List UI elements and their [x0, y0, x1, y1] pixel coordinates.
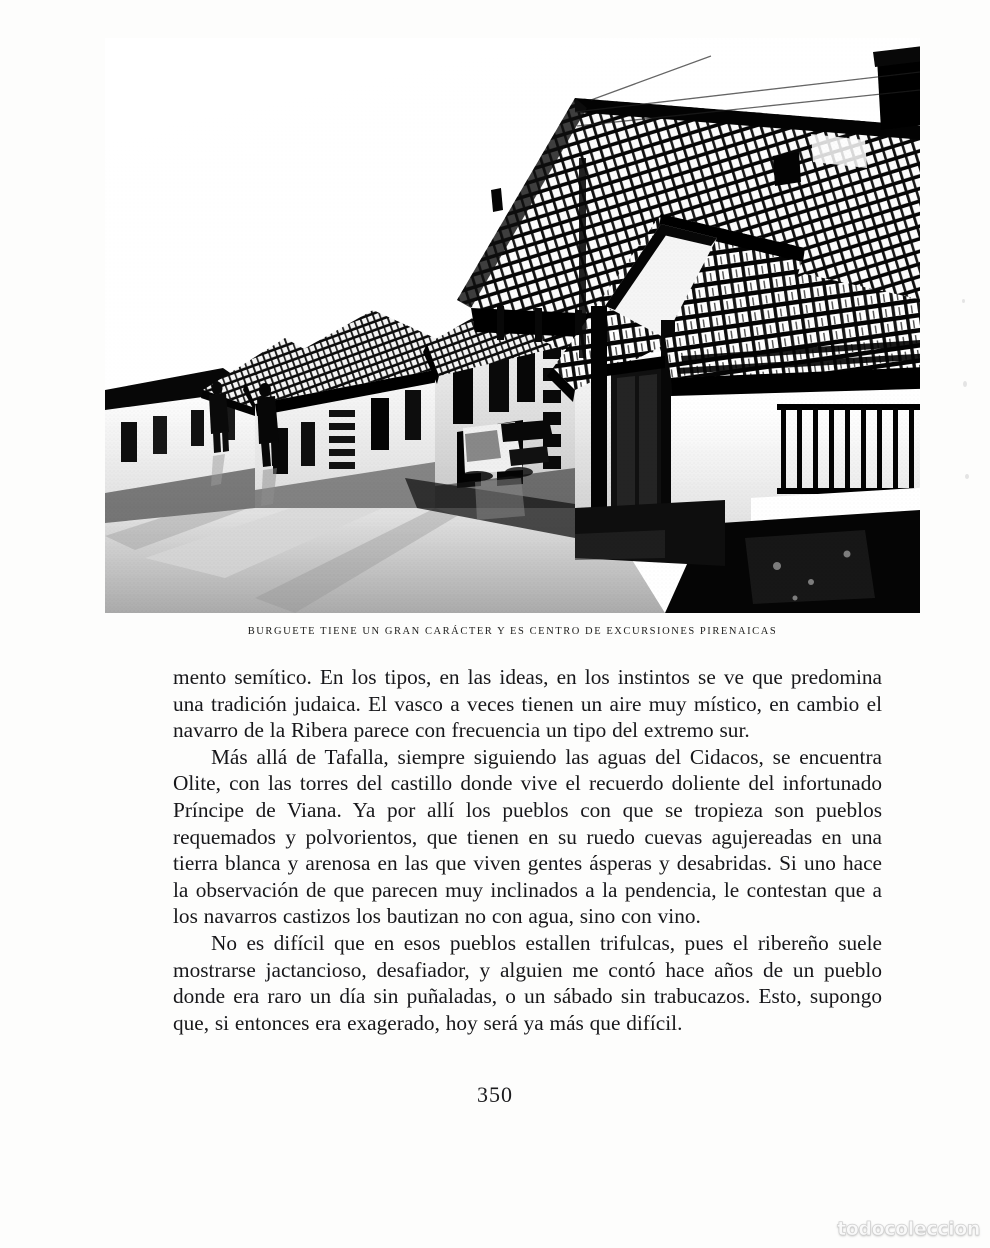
page-number: 350	[477, 1082, 513, 1107]
todocoleccion-watermark: todocoleccion	[837, 1218, 980, 1240]
scan-speck	[965, 474, 969, 479]
paragraph: Más allá de Tafalla, siempre siguiendo las aguas del Cidacos, se encuentra Olite, con las torres del castillo donde vive el recuerdo doliente del infortunado Príncipe de Viana. Ya por allí los pueblos con que se tropieza son pueblos requemados y polvorientos, que tienen en su ruedo cuevas agujereadas en una tierra blanca y arenosa en las que viven gentes ásperas y desabridas. Si uno hace la observación de que parecen muy inclinados a la pendencia, le contestan que a los navarros castizos los bautizan no con agua, sino con vino.	[173, 744, 882, 929]
paragraph: No es difícil que en esos pueblos estallen trifulcas, pues el ribereño suele mostrarse jactancioso, desafiador, y alguien me contó hace años de un pueblo donde era raro un día sin puñaladas, o un sábado sin trabucazos. Esto, supongo que, si entonces era exagerado, hoy será ya más que difícil.	[173, 930, 882, 1035]
figure-caption: BURGUETE TIENE UN GRAN CARÁCTER Y ES CENTRO DE EXCURSIONES PIRENAICAS	[247, 626, 778, 637]
scan-speck	[962, 299, 965, 303]
photograph-artwork	[105, 38, 920, 613]
paragraph: mento semítico. En los tipos, en las ideas, en los instintos se ve que predomina una tradición judaica. El vasco a veces tienen un aire muy místico, en cambio el navarro de la Ribera parece con frecuencia un tipo del extremo sur.	[173, 665, 882, 743]
figure-block	[105, 38, 920, 637]
burguete-street-photograph	[105, 38, 920, 613]
scan-speck	[963, 381, 967, 387]
body-text	[173, 664, 882, 1036]
